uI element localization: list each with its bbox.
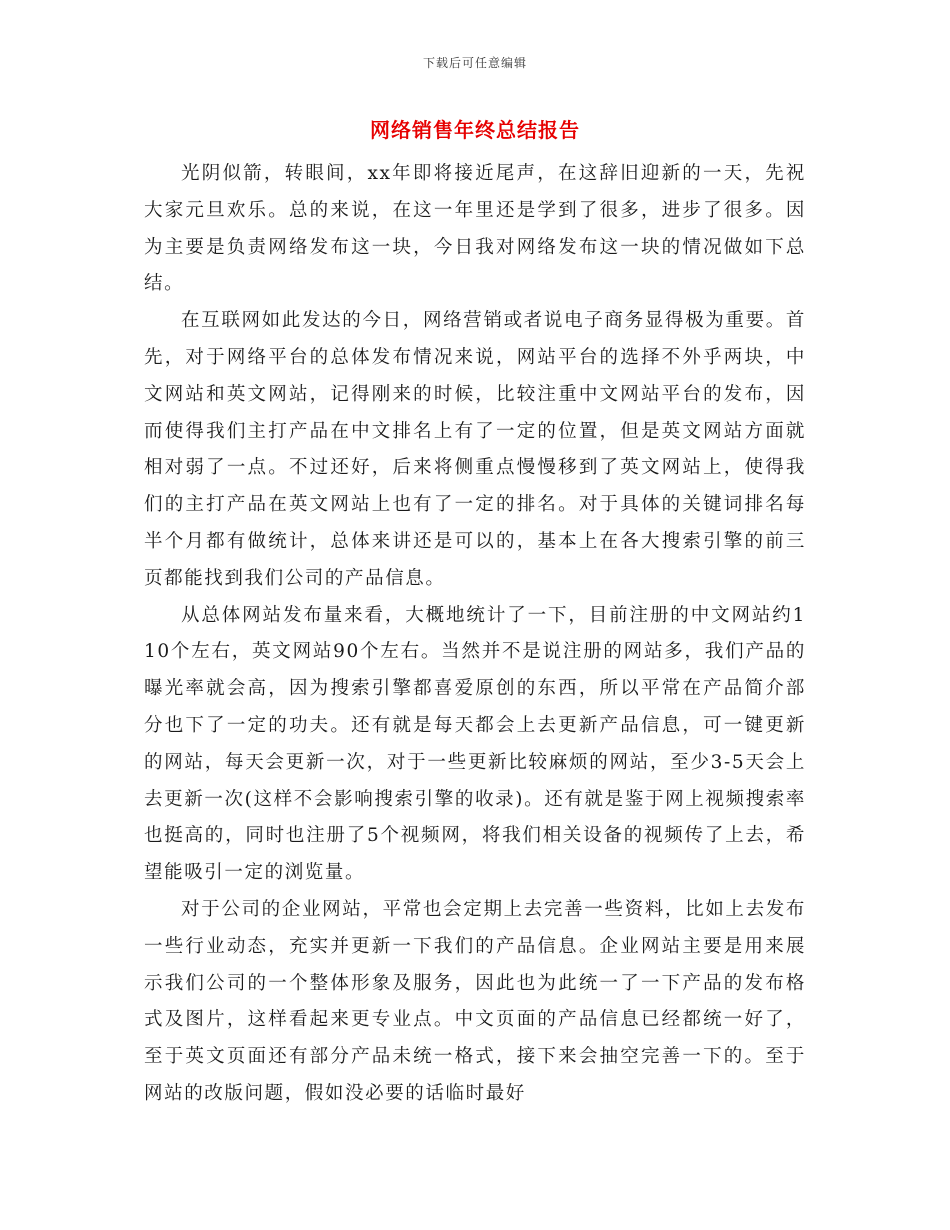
document-title: 网络销售年终总结报告 <box>370 118 580 142</box>
header-note: 下载后可任意编辑 <box>422 56 527 70</box>
paragraph-4: 对于公司的企业网站，平常也会定期上去完善一些资料，比如上去发布一些行业动态，充实并更新一下我们的产品信息。企业网站主要是用来展示我们公司的一个整体形象及服务，因此也为此统一了一下产品的发布格式及图片，这样看起来更专业点。中文页面的产品信息已经都统一好了，至于英文页面还有部分产品未统一格式，接下来会抽空完善一下的。至于网站的改版问题，假如没必要的话临时最好 <box>144 898 806 1104</box>
document-body <box>144 156 806 1113</box>
paragraph-2: 在互联网如此发达的今日，网络营销或者说电子商务显得极为重要。首先，对于网络平台的总体发布情况来说，网站平台的选择不外乎两块，中文网站和英文网站，记得刚来的时候，比较注重中文网站平台的发布，因而使得我们主打产品在中文排名上有了一定的位置，但是英文网站方面就相对弱了一点。不过还好，后来将侧重点慢慢移到了英文网站上，使得我们的主打产品在英文网站上也有了一定的排名。对于具体的关键词排名每半个月都有做统计，总体来讲还是可以的，基本上在各大搜索引擎的前三页都能找到我们公司的产品信息。 <box>144 310 806 589</box>
paragraph-1: 光阴似箭，转眼间，xx年即将接近尾声，在这辞旧迎新的一天，先祝大家元旦欢乐。总的来说，在这一年里还是学到了很多，进步了很多。因为主要是负责网络发布这一块，今日我对网络发布这一块的情况做如下总结。 <box>144 163 806 295</box>
paragraph-3: 从总体网站发布量来看，大概地统计了一下，目前注册的中文网站约110个左右，英文网站90个左右。当然并不是说注册的网站多，我们产品的曝光率就会高，因为搜索引擎都喜爱原创的东西，所以平常在产品简介部分也下了一定的功夫。还有就是每天都会上去更新产品信息，可一键更新的网站，每天会更新一次，对于一些更新比较麻烦的网站，至少3-5天会上去更新一次(这样不会影响搜索引擎的收录)。还有就是鉴于网上视频搜索率也挺高的，同时也注册了5个视频网，将我们相关设备的视频传了上去，希望能吸引一定的浏览量。 <box>144 604 806 884</box>
